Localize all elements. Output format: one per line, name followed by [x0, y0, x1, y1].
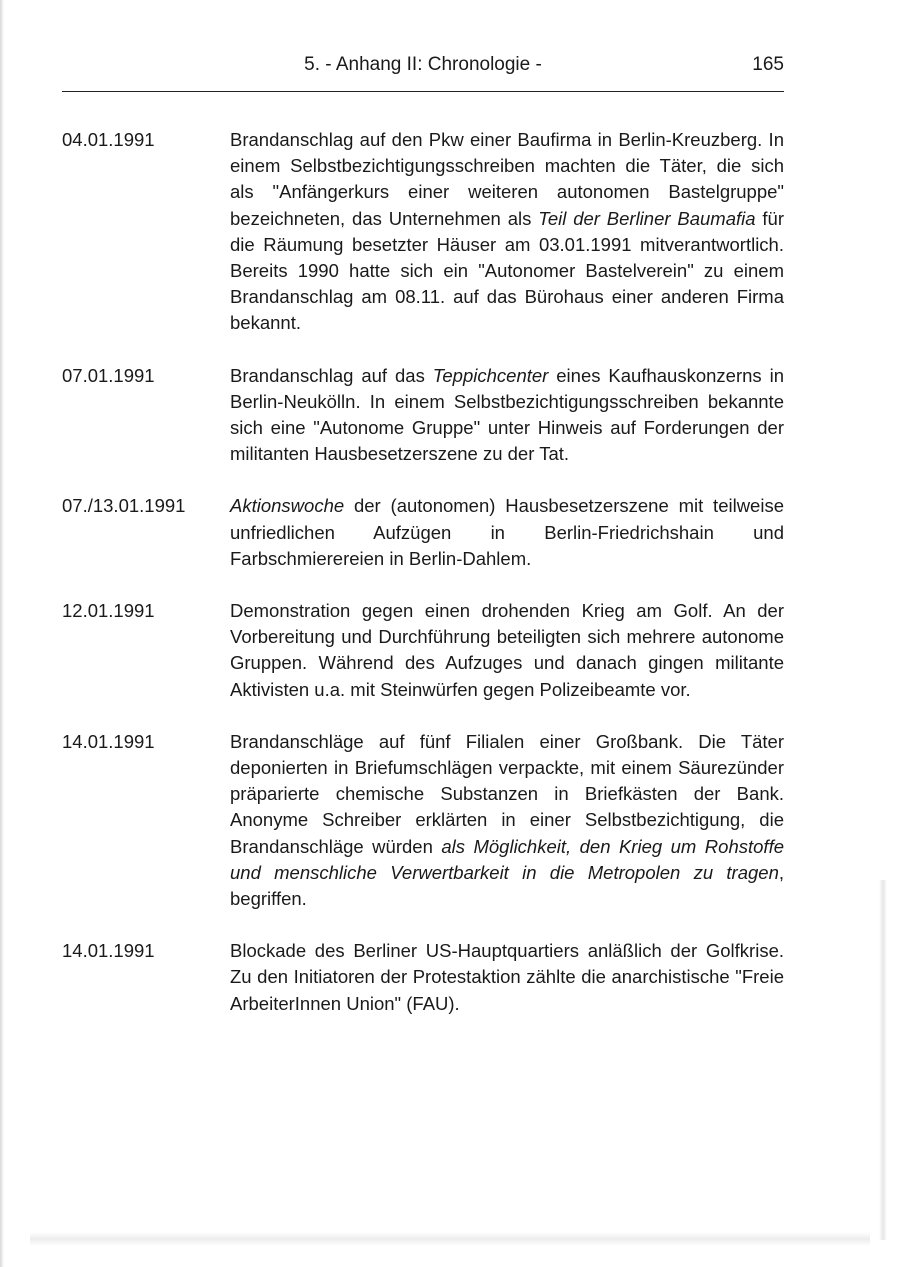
chronology-entry [62, 598, 784, 703]
entry-text-segment: eines Kaufhauskonzerns in Berlin-Neukölln. In einem Selbstbezichtigungsschreiben bekannte sich eine "Autonome Gruppe" unter Hinweis auf Forderungen der militanten Hausbesetzerszene zu der Tat. [230, 364, 784, 465]
entry-date: 07./13.01.1991 [62, 495, 186, 517]
scan-shadow-bottom [30, 1232, 870, 1246]
entry-text-segment: der (autonomen) Hausbesetzerszene mit teilweise unfriedlichen Aufzügen in Berlin-Friedrichshain und Farbschmierereien in Berlin-Dahlem. [230, 495, 784, 569]
entry-date: 04.01.1991 [62, 129, 155, 150]
entry-date: 07.01.1991 [62, 364, 155, 386]
entry-text-segment: Brandanschläge auf fünf Filialen einer Großbank. Die Täter deponierten in Briefumschlägen verpackte, mit einem Säurezünder präparierte chemische Substanzen in Briefkästen der Bank. Anonyme Schreiber erklärten in einer Selbstbezichtigung, die Brandanschläge würden [230, 730, 784, 857]
entry-text-segment: Blockade des Berliner US-Hauptquartiers anläßlich der Golfkrise. Zu den Initiatoren der Protestaktion zählte die anarchistische "Freie ArbeiterInnen Union" (FAU). [230, 940, 784, 1014]
entry-text-italic: als Möglichkeit, den Krieg um Rohstoffe und menschliche Verwertbarkeit in die Metropolen zu tragen [230, 835, 784, 883]
entry-text-segment: für die Räumung besetzter Häuser am 03.01.1991 mitverantwortlich. Bereits 1990 hatte sich ein "Autonomer Bastelverein" zu einem Brandanschlag am 08.11. auf das Bürohaus einer anderen Firma bekannt. [230, 207, 784, 334]
header-rule [62, 91, 784, 92]
entry-text-segment: Brandanschlag auf den Pkw einer Baufirma in Berlin-Kreuzberg. In einem Selbstbezichtigungsschreiben machten die Täter, die sich als "Anfängerkurs einer weiteren autonomen Bastelgruppe" bezeichneten, das Unternehmen als [230, 129, 784, 229]
chronology-entry [62, 729, 784, 912]
entry-date: 12.01.1991 [62, 600, 155, 622]
entry-text-italic: Teil der Berliner Baumafia [538, 207, 756, 229]
page-header [62, 50, 784, 80]
entry-text-segment: Brandanschlag auf das [230, 364, 433, 386]
chronology-list [62, 127, 784, 1043]
chronology-entry [62, 938, 784, 1017]
entry-text-segment: , begriffen. [230, 861, 784, 910]
entry-text [230, 363, 784, 468]
entry-text-italic: Teppichcenter [432, 364, 549, 386]
chronology-entry [62, 493, 784, 572]
entry-date: 14.01.1991 [62, 730, 155, 752]
chronology-entry [62, 363, 784, 468]
entry-text [230, 493, 784, 572]
scan-shadow-right [879, 880, 887, 1240]
entry-text-segment: Demonstration gegen einen drohenden Krieg am Golf. An der Vorbereitung und Durchführung beteiligten sich mehrere autonome Gruppen. Während des Aufzuges und danach gingen militante Aktivisten u.a. mit Steinwürfen gegen Polizeibeamte vor. [230, 600, 784, 700]
entry-text [230, 729, 784, 912]
entry-text [230, 938, 784, 1017]
entry-date: 14.01.1991 [62, 940, 155, 962]
page-number: 165 [752, 54, 784, 75]
chronology-entry [62, 127, 784, 337]
entry-text [230, 127, 784, 337]
entry-text-italic: Aktionswoche [230, 495, 345, 517]
header-title: 5. - Anhang II: Chronologie - [304, 54, 542, 75]
scan-edge [0, 0, 4, 1267]
entry-text [230, 598, 784, 703]
